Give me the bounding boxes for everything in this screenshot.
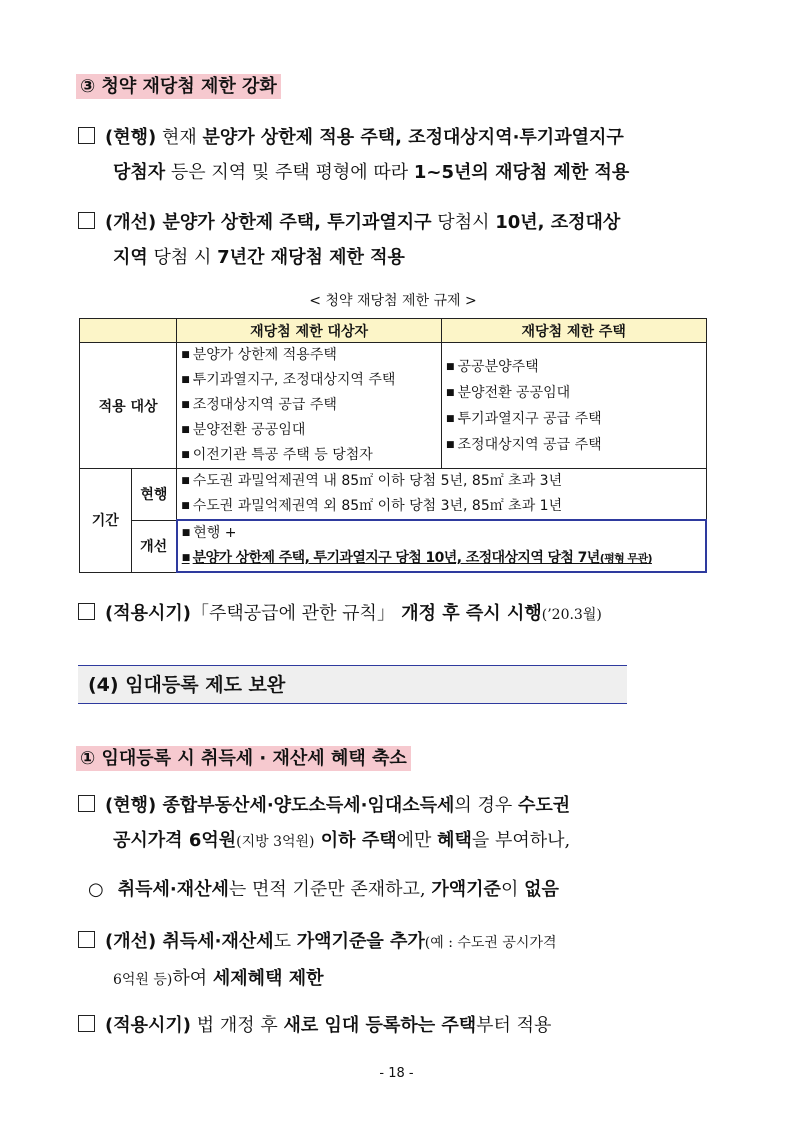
text-run: 혜택 [437, 830, 472, 851]
improvement-tag: (개선) [105, 931, 157, 952]
tax-effective-date-paragraph [78, 1008, 551, 1043]
checkbox-icon [78, 127, 95, 144]
text-run: 1~5년의 재당첨 제한 적용 [413, 162, 630, 183]
list-item: ■ 투기과열지구, 조정대상지역 주택 [181, 368, 437, 393]
list-item-emphasis [182, 546, 701, 571]
table-caption: < 청약 재당첨 제한 규제 > [309, 293, 477, 309]
text-run: 취득세·재산세 [117, 879, 229, 900]
effective-date-paragraph [78, 596, 602, 633]
text-run: 이하 주택 [314, 830, 397, 851]
text-run: 세제혜택 제한 [212, 968, 324, 989]
current-policy-paragraph [78, 120, 738, 190]
row-header-apply: 적용 대상 [80, 343, 177, 469]
improvement-tag: (개선) [105, 212, 157, 233]
text-run: 법 개정 후 [191, 1015, 284, 1036]
text-run: 의 경우 [454, 795, 518, 816]
text-run: 새로 임대 등록하는 주택 [283, 1015, 477, 1036]
text-run: 이 [500, 879, 525, 900]
checkbox-icon [78, 931, 95, 948]
text-run: 가액기준 [431, 879, 501, 900]
list-item: ■ 분양전환 공공임대 [181, 418, 437, 443]
heading-text: ③ 청약 재당첨 제한 강화 [76, 74, 281, 99]
table-row-period-improved [80, 520, 707, 572]
heading-text: ① 임대등록 시 취득세 · 재산세 혜택 축소 [76, 746, 411, 771]
list-item: ■ 투기과열지구 공급 주택 [446, 406, 702, 432]
list-item: ■ 분양가 상한제 적용주택 [181, 343, 437, 368]
text-run: 분양가 상한제 적용 주택, 조정대상지역·투기과열지구 [202, 127, 624, 148]
text-run: 당첨자 [113, 162, 166, 183]
text-run: (지방 3억원) [236, 834, 315, 850]
improved-tax-paragraph [78, 924, 738, 998]
text-run: 는 면적 기준만 존재하고, [228, 879, 432, 900]
col-header-targets: 재당첨 제한 대상자 [177, 319, 442, 343]
circle-bullet-icon: ○ [88, 879, 104, 900]
text-run: 도 [273, 931, 297, 952]
text-run: 당첨시 [431, 212, 496, 233]
col-header-houses: 재당첨 제한 주택 [442, 319, 707, 343]
list-item: ■ 이전기관 특공 주택 등 당첨자 [181, 443, 437, 468]
text-run: 가액기준을 추가 [296, 931, 425, 952]
text-run: 없음 [524, 879, 559, 900]
text-run: 에만 [396, 830, 438, 851]
list-item: ■ 조정대상지역 공급 주택 [181, 393, 437, 418]
note-text: (평형 무관) [599, 552, 652, 565]
when-tag: (적용시기) [105, 1015, 192, 1036]
list-item: ■ 수도권 과밀억제권역 외 85㎡ 이하 당첨 3년, 85㎡ 초과 1년 [181, 494, 701, 519]
list-item: ■ 조정대상지역 공급 주택 [446, 432, 702, 458]
text-run: 등은 지역 및 주택 평형에 따라 [165, 162, 414, 183]
row-header-improved: 개선 [131, 520, 177, 572]
checkbox-icon [78, 795, 95, 812]
current-tag: (현행) [105, 795, 157, 816]
table-header-row [80, 319, 707, 343]
text-run: (’20.3월) [541, 607, 602, 623]
table-corner-cell [80, 319, 177, 343]
checkbox-icon [78, 1015, 95, 1032]
current-tax-paragraph [78, 788, 738, 860]
text-run: 지역 [113, 247, 148, 268]
current-tag: (현행) [105, 127, 157, 148]
text-run: 수도권 [518, 795, 571, 816]
text-run: 종합부동산세·양도소득세·임대소득세 [156, 795, 455, 816]
improved-period-cell [177, 520, 706, 572]
text-run: 6억원 등) [113, 972, 173, 988]
text-run: 취득세·재산세 [156, 931, 274, 952]
text-run: 을 부여하나, [471, 830, 571, 851]
targets-cell [177, 343, 442, 469]
text-run: 분양가 상한제 주택, 투기과열지구 [156, 212, 432, 233]
when-tag: (적용시기) [105, 603, 192, 624]
text-run: 개정 후 즉시 시행 [394, 603, 542, 624]
resale-restriction-table [79, 318, 707, 573]
section-title-rental-registration: (4) 임대등록 제도 보완 [78, 665, 627, 704]
text-run: 당첨 시 [147, 247, 218, 268]
sub-bullet-paragraph [88, 872, 559, 907]
row-header-current: 현행 [131, 469, 177, 521]
text-run: 7년간 재당첨 제한 적용 [217, 247, 405, 268]
table-row-period-current [80, 469, 707, 521]
text-run: 부터 적용 [476, 1015, 552, 1036]
houses-cell [442, 343, 707, 469]
row-header-period: 기간 [80, 469, 132, 573]
section-heading-tax-benefit [76, 744, 411, 770]
text-run: 현재 [156, 127, 203, 148]
current-period-cell [177, 469, 706, 521]
page-number: - 18 - [379, 1066, 414, 1081]
checkbox-icon [78, 212, 95, 229]
section-heading-resale-restriction [76, 72, 281, 98]
text-run: 공시가격 6억원 [113, 830, 237, 851]
text-run: 하여 [172, 968, 213, 989]
text-run: 분양가 상한제 주택, 투기과열지구 당첨 10년, 조정대상지역 당첨 7년 [192, 550, 600, 566]
text-run: (예 : 수도권 공시가격 [424, 935, 557, 951]
text-run: 10년, 조정대상 [495, 212, 621, 233]
checkbox-icon [78, 603, 95, 620]
list-item: ■ 수도권 과밀억제권역 내 85㎡ 이하 당첨 5년, 85㎡ 초과 3년 [181, 469, 701, 494]
improved-policy-paragraph [78, 205, 738, 275]
text-run: 「주택공급에 관한 규칙」 [191, 603, 395, 624]
list-item: ■ 공공분양주택 [446, 354, 702, 380]
list-item: ■ 현행 + [182, 521, 701, 546]
list-item: ■ 분양전환 공공임대 [446, 380, 702, 406]
table-row-apply [80, 343, 707, 469]
